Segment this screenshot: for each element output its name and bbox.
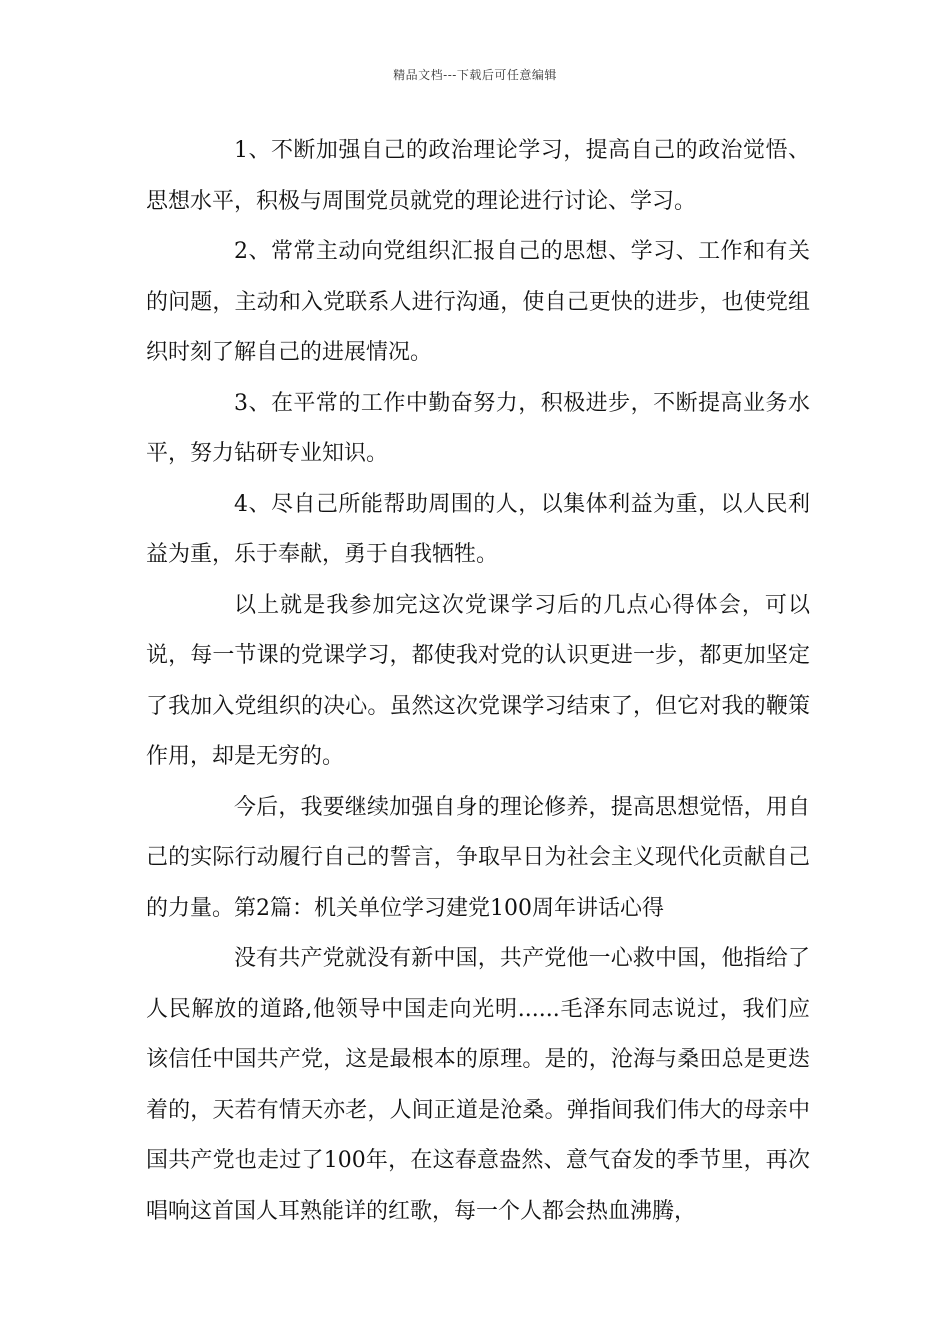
paragraph-6: 今后，我要继续加强自身的理论修养，提高思想觉悟，用自己的实际行动履行自己的誓言，争取早日为社会主义现代化贡献自己的力量。第2篇：机关单位学习建党100周年讲话心得 — [146, 794, 810, 921]
paragraph-4: 4、尽自己所能帮助周围的人，以集体利益为重，以人民利益为重，乐于奉献，勇于自我牺牲。 — [146, 491, 810, 567]
paragraph-2: 2、常常主动向党组织汇报自己的思想、学习、工作和有关的问题，主动和入党联系人进行沟通，使自己更快的进步，也使党组织时刻了解自己的进展情况。 — [146, 239, 810, 365]
paragraph-1: 1、不断加强自己的政治理论学习，提高自己的政治觉悟、思想水平，积极与周围党员就党的理论进行讨论、学习。 — [146, 138, 810, 214]
header-note: 精品文档---下载后可任意编辑 — [393, 68, 557, 82]
document-body — [146, 126, 810, 1237]
paragraph-3: 3、在平常的工作中勤奋努力，积极进步，不断提高业务水平，努力钻研专业知识。 — [146, 390, 810, 466]
paragraph-5: 以上就是我参加完这次党课学习后的几点心得体会，可以说，每一节课的党课学习，都使我对党的认识更进一步，都更加坚定了我加入党组织的决心。虽然这次党课学习结束了，但它对我的鞭策作用，却是无穷的。 — [146, 592, 810, 769]
paragraph-7: 没有共产党就没有新中国，共产党他一心救中国，他指给了人民解放的道路,他领导中国走向光明......毛泽东同志说过，我们应该信任中国共产党，这是最根本的原理。是的，沧海与桑田总是更迭着的，天若有情天亦老，人间正道是沧桑。弹指间我们伟大的母亲中国共产党也走过了100年，在这春意盎然、意气奋发的季节里，再次唱响这首国人耳熟能详的红歌，每一个人都会热血沸腾， — [146, 946, 810, 1224]
